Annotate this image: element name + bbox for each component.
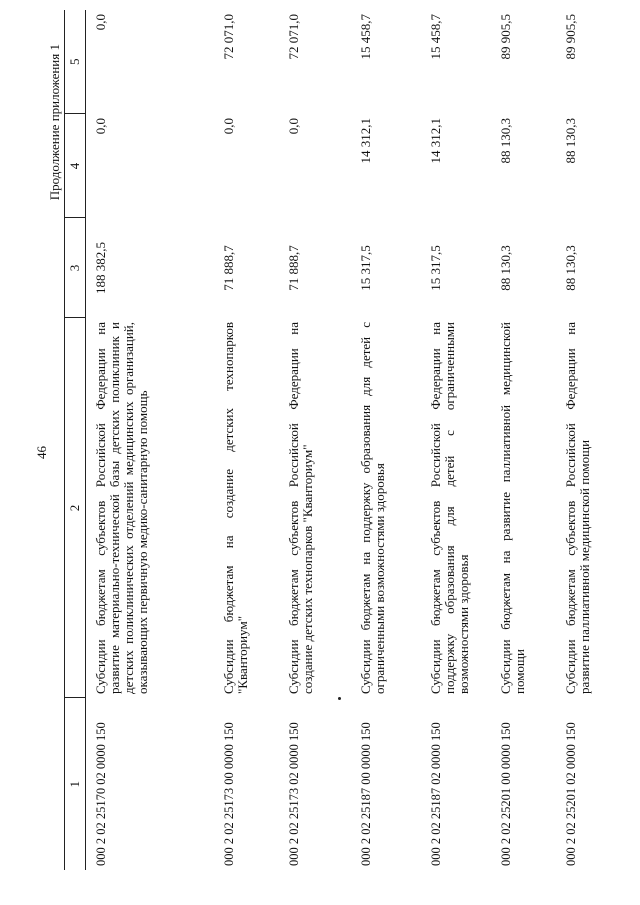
row-value-col4: 0,0 bbox=[220, 118, 236, 135]
row-description: Субсидии бюджетам на создание детских технопарков "Кванториум" bbox=[220, 322, 250, 694]
row-code: 000 2 02 25187 02 0000 150 bbox=[428, 722, 443, 866]
row-code: 000 2 02 25187 00 0000 150 bbox=[358, 722, 373, 866]
row-value-col5: 15 458,7 bbox=[427, 14, 443, 60]
row-value-col4: 0,0 bbox=[285, 118, 301, 135]
table-row bbox=[279, 10, 351, 870]
row-value-col4: 14 312,1 bbox=[357, 118, 373, 164]
row-description: Субсидии бюджетам субъектов Российской Федерации на развитие паллиативной медицинской помощи bbox=[562, 322, 592, 694]
header-col-4: 4 bbox=[65, 114, 86, 218]
table-row bbox=[351, 10, 421, 870]
row-description: Субсидии бюджетам субъектов Российской Федерации на создание детских технопарков "Кванториум" bbox=[285, 322, 315, 694]
row-description: Субсидии бюджетам на поддержку образования для детей с ограниченными возможностями здоровья bbox=[357, 322, 387, 694]
row-code: 000 2 02 25201 00 0000 150 bbox=[498, 722, 513, 866]
row-code: 000 2 02 25201 02 0000 150 bbox=[563, 722, 578, 866]
header-col-5: 5 bbox=[65, 10, 86, 114]
budget-table bbox=[64, 10, 621, 870]
table-row bbox=[86, 10, 214, 870]
row-value-col3: 188 382,5 bbox=[93, 242, 108, 294]
row-description: Субсидии бюджетам на развитие паллиативной медицинской помощи bbox=[497, 322, 527, 694]
page-number: 46 bbox=[34, 446, 49, 459]
table-row bbox=[421, 10, 491, 870]
row-value-col5: 15 458,7 bbox=[357, 14, 373, 60]
row-value-col4: 14 312,1 bbox=[427, 118, 443, 164]
row-code: 000 2 02 25170 02 0000 150 bbox=[94, 722, 108, 866]
row-description: Субсидии бюджетам субъектов Российской Федерации на поддержку образования для детей с ограниченными возможностями здоровья bbox=[427, 322, 471, 694]
row-value-col5: 0,0 bbox=[93, 14, 108, 31]
table-row bbox=[214, 10, 279, 870]
row-value-col3: 88 130,3 bbox=[562, 245, 578, 291]
table-row bbox=[491, 10, 556, 870]
row-value-col4: 0,0 bbox=[93, 118, 108, 135]
row-value-col3: 15 317,5 bbox=[357, 245, 373, 291]
header-col-1: 1 bbox=[65, 698, 86, 870]
header-col-2: 2 bbox=[65, 318, 86, 698]
row-value-col4: 88 130,3 bbox=[562, 118, 578, 164]
row-value-col3: 15 317,5 bbox=[427, 245, 443, 291]
row-value-col5: 89 905,5 bbox=[497, 14, 513, 60]
table-row bbox=[556, 10, 621, 870]
row-value-col4: 88 130,3 bbox=[497, 118, 513, 164]
row-value-col3: 71 888,7 bbox=[285, 245, 301, 291]
header-col-3: 3 bbox=[65, 218, 86, 318]
row-value-col3: 71 888,7 bbox=[220, 245, 236, 291]
continuation-label: Продолжение приложения 1 bbox=[47, 44, 62, 201]
table-header-row bbox=[65, 10, 86, 870]
row-value-col5: 89 905,5 bbox=[562, 14, 578, 60]
stray-dot-mark bbox=[338, 697, 341, 700]
row-code: 000 2 02 25173 02 0000 150 bbox=[286, 722, 301, 866]
row-description: Субсидии бюджетам субъектов Российской Федерации на развитие материально-технической базы детских поликлиник и детских поликлинических отделений медицинских организаций, оказывающих первичную медико-санитарную помощь bbox=[93, 322, 150, 694]
row-code: 000 2 02 25173 00 0000 150 bbox=[221, 722, 236, 866]
row-value-col5: 72 071,0 bbox=[220, 14, 236, 60]
row-value-col5: 72 071,0 bbox=[285, 14, 301, 60]
row-value-col3: 88 130,3 bbox=[497, 245, 513, 291]
